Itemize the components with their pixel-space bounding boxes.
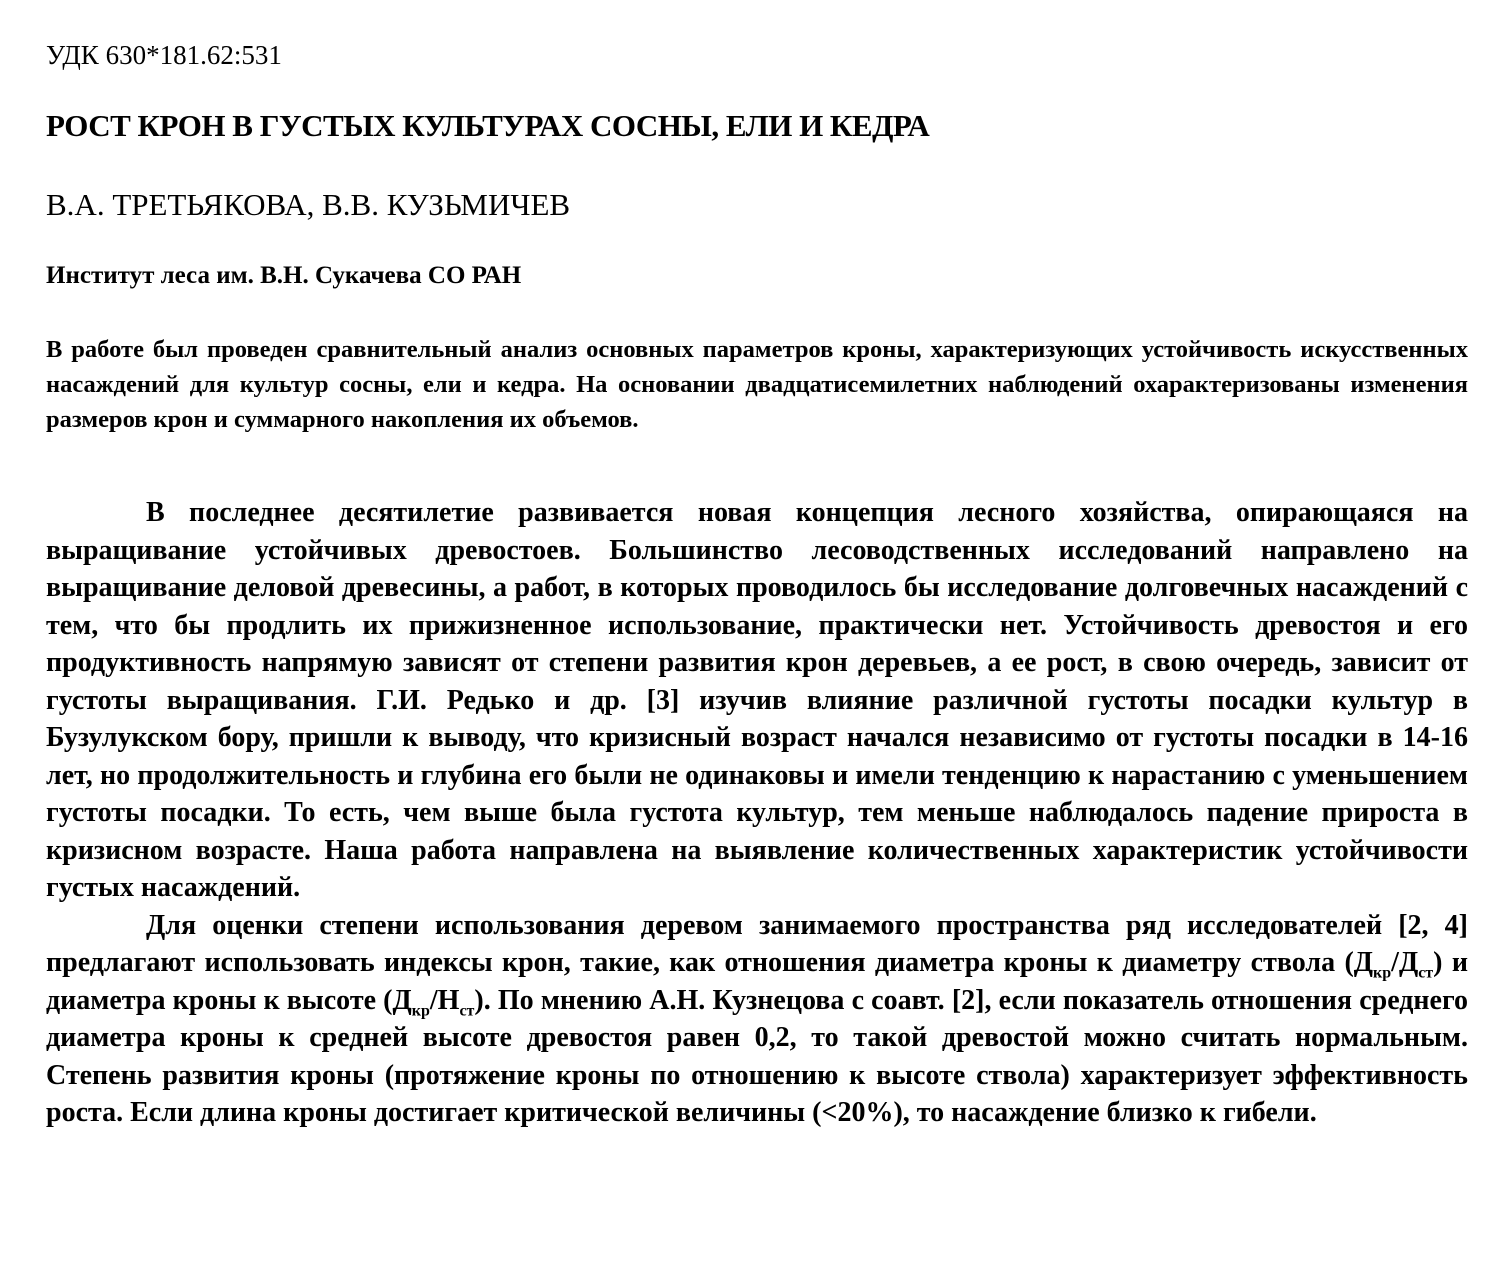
authors: В.А. ТРЕТЬЯКОВА, В.В. КУЗЬМИЧЕВ — [46, 187, 571, 222]
paragraph-2-part-3: ). По мнению А.Н. Кузнецова с соавт. [2], если показатель отношения среднего диаметра кроны к средней высоте древостоя равен 0,2, то такой древостой можно считать нормальным. Степень развития кроны (протяжение кроны по отношению к высоте ствола) характеризует эффективность роста. Если длина кроны достигает критической величины (<20%), то насаждение близко к гибели. — [46, 984, 1469, 1128]
paragraph-2 — [46, 907, 1468, 1132]
paragraph-2-part-2: ) и диаметра кроны к высоте ( — [46, 947, 1468, 1016]
article-title: РОСТ КРОН В ГУСТЫХ КУЛЬТУРАХ СОСНЫ, ЕЛИ И КЕДРА — [46, 108, 930, 143]
crown-height-ratio: $Д_{кр}/Н_{ст}$ — [392, 984, 475, 1020]
body-text — [46, 494, 1468, 1132]
affiliation: Институт леса им. В.Н. Сукачева СО РАН — [46, 262, 522, 289]
abstract: В работе был проведен сравнительный анализ основных параметров кроны, характеризующих устойчивость искусственных насаждений для культур сосны, ели и кедра. На основании двадцатисемилетних наблюдений охарактеризованы изменения размеров крон и суммарного накопления их объемов. — [46, 336, 1468, 433]
crown-stem-diameter-ratio: $Д_{кр}/Д_{ст}$ — [1353, 947, 1434, 982]
paragraph-1: В последнее десятилетие развивается новая концепция лесного хозяйства, опирающаяся на выращивание устойчивых древостоев. Большинство лесоводственных исследований направлено на выращивание деловой древесины, а работ, в которых проводилось бы исследование долговечных насаждений с тем, что бы продлить их прижизненное использование, практически нет. Устойчивость древостоя и его продуктивность напрямую зависят от степени развития крон деревьев, а ее рост, в свою очередь, зависит от густоты выращивания. Г.И. Редько и др. [3] изучив влияние различной густоты посадки культур в Бузулукском бору, пришли к выводу, что кризисный возраст начался независимо от густоты посадки в 14-16 лет, но продолжительность и глубина его были не одинаковы и имели тенденцию к нарастанию с уменьшением густоты посадки. То есть, чем выше была густота культур, тем меньше наблюдалось падение прироста в кризисном возрасте. Наша работа направлена на выявление количественных характеристик устойчивости густых насаждений. — [46, 497, 1468, 903]
udk-code: УДК 630*181.62:531 — [46, 40, 282, 70]
paragraph-2-part-1: Для оценки степени использования деревом занимаемого пространства ряд исследователей [2, 4] предлагают использовать индексы крон, такие, как отношения диаметра кроны к диаметру ствола ( — [46, 909, 1468, 978]
